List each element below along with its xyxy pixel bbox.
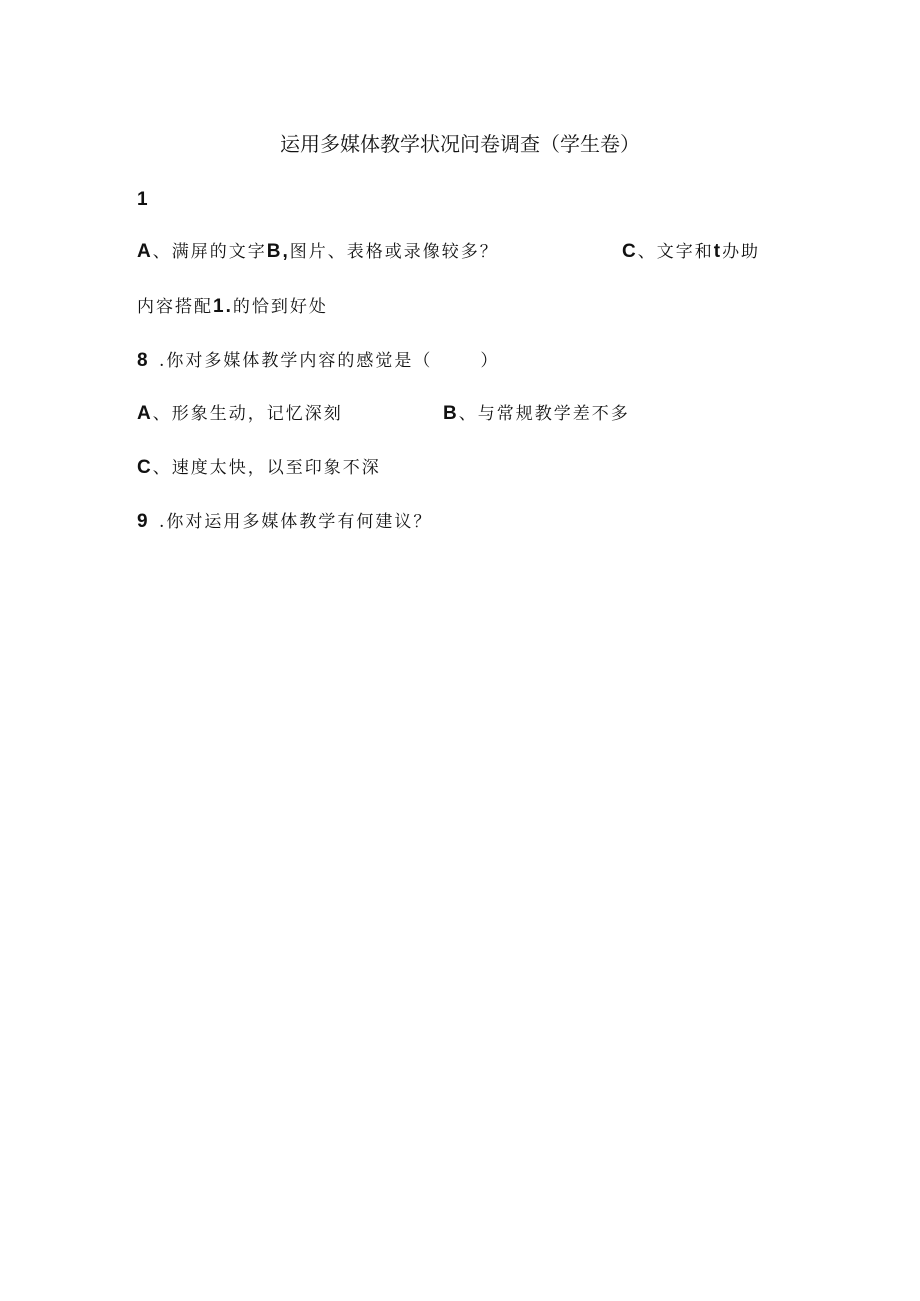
option-b-text: 、与常规教学差不多 xyxy=(458,404,630,424)
continuation-text-1: 内容搭配 xyxy=(137,297,213,317)
question-9 xyxy=(137,510,432,534)
question-text: .你对多媒体教学内容的感觉是（ xyxy=(159,351,433,371)
question-number: 8 xyxy=(137,350,150,371)
option-c-text-1: 、文字和 xyxy=(637,242,714,262)
page-title: 运用多媒体教学状况问卷调查（学生卷） xyxy=(280,132,640,156)
question-1-options xyxy=(137,240,499,264)
option-a-text: 、满屏的文字 xyxy=(152,242,267,262)
question-text: .你对运用多媒体教学有何建议？ xyxy=(159,512,433,532)
question-8 xyxy=(137,349,499,373)
question-1-continuation xyxy=(137,295,328,319)
option-c-letter: C xyxy=(622,241,638,262)
question-8-option-c xyxy=(137,456,381,480)
option-c-letter: C xyxy=(137,457,153,478)
continuation-bold: 1. xyxy=(213,296,233,317)
option-a-letter: A xyxy=(137,403,153,424)
question-number: 1 xyxy=(137,189,148,210)
option-a-letter: A xyxy=(137,241,153,262)
option-b-text: 图片、表格或录像较多？ xyxy=(289,242,499,262)
question-1-option-c xyxy=(622,240,760,264)
option-c-text: 、速度太快，以至印象不深 xyxy=(152,458,381,478)
question-8-option-a xyxy=(137,402,343,426)
question-8-option-b xyxy=(443,402,630,426)
option-b-letter: B, xyxy=(266,241,290,262)
question-1 xyxy=(137,188,148,212)
option-a-text: 、形象生动，记忆深刻 xyxy=(152,404,343,424)
option-b-letter: B xyxy=(443,403,459,424)
continuation-text-2: 的恰到好处 xyxy=(232,297,328,317)
option-c-text-2: 办助 xyxy=(722,242,761,262)
question-number: 9 xyxy=(137,511,150,532)
option-c-t: t xyxy=(713,241,723,262)
question-close: ） xyxy=(480,351,500,371)
